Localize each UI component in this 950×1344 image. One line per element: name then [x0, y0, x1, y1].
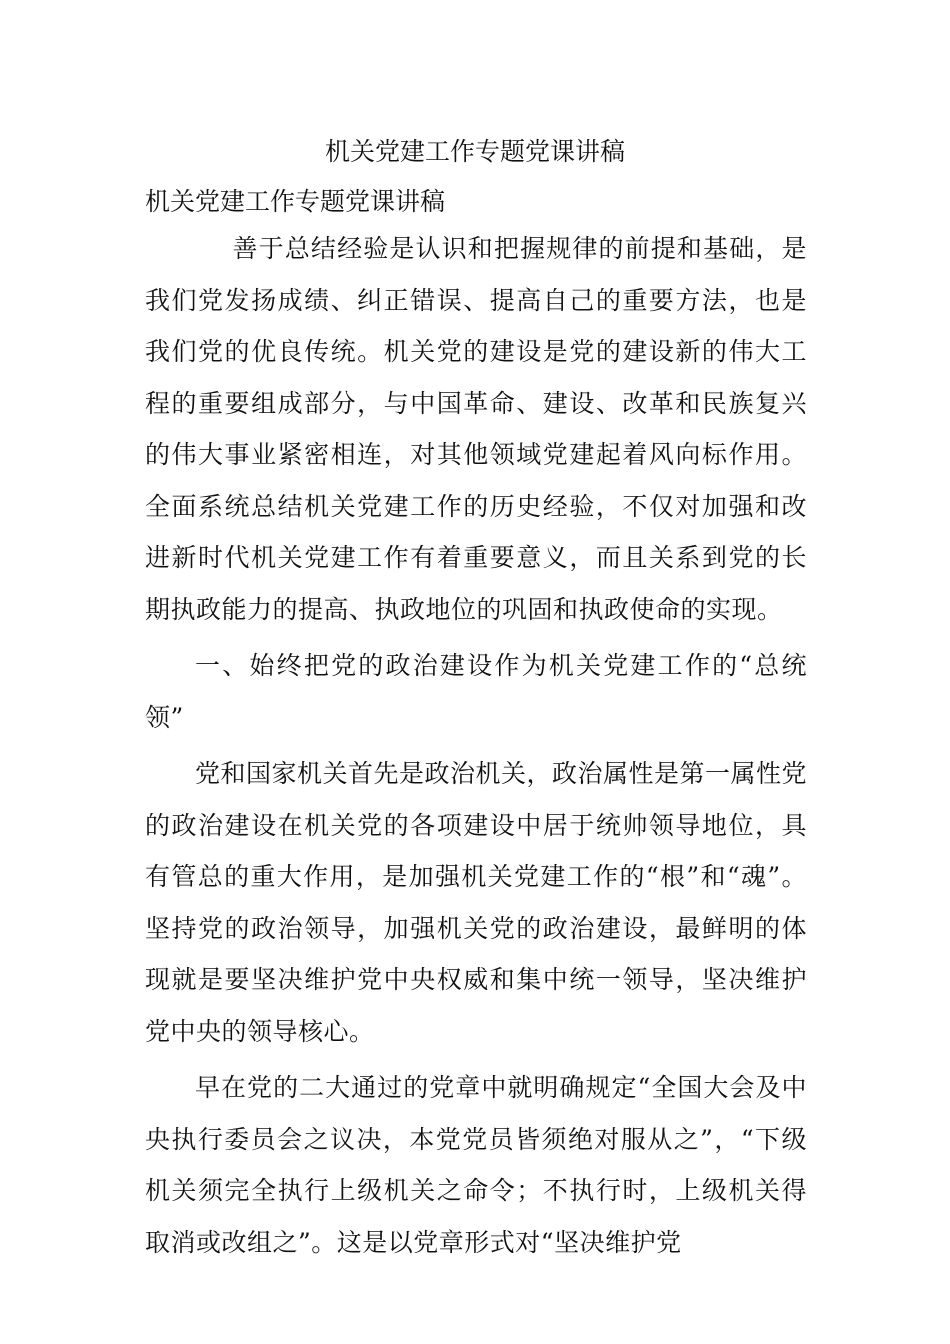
paragraph-party-constitution: 早在党的二大通过的党章中就明确规定“全国大会及中央执行委员会之议决，本党党员皆须绝对服从之”，“下级机关须完全执行上级机关之命令；不执行时，上级机关得取消或改组之”。这是以党章形式对“坚决维护党	[145, 1073, 807, 1257]
document-subtitle: 机关党建工作专题党课讲稿	[145, 187, 446, 216]
section-heading-1: 一、始终把党的政治建设作为机关党建工作的“总统领”	[145, 651, 807, 732]
paragraph-intro: 善于总结经验是认识和把握规律的前提和基础，是我们党发扬成绩、纠正错误、提高自己的重要方法，也是我们党的优良传统。机关党的建设是党的建设新的伟大工程的重要组成部分，与中国革命、建设、改革和民族复兴的伟大事业紧密相连，对其他领域党建起着风向标作用。全面系统总结机关党建工作的历史经验，不仅对加强和改进新时代机关党建工作有着重要意义，而且关系到党的长期执政能力的提高、执政地位的巩固和执政使命的实现。	[145, 234, 807, 624]
document-title: 机关党建工作专题党课讲稿	[324, 137, 625, 166]
paragraph-political-organ: 党和国家机关首先是政治机关，政治属性是第一属性党的政治建设在机关党的各项建设中居于统帅领导地位，具有管总的重大作用，是加强机关党建工作的“根”和“魂”。坚持党的政治领导，加强机关党的政治建设，最鲜明的体现就是要坚决维护党中央权威和集中统一领导，坚决维护党中央的领导核心。	[145, 759, 808, 1046]
document-body	[145, 183, 807, 1273]
